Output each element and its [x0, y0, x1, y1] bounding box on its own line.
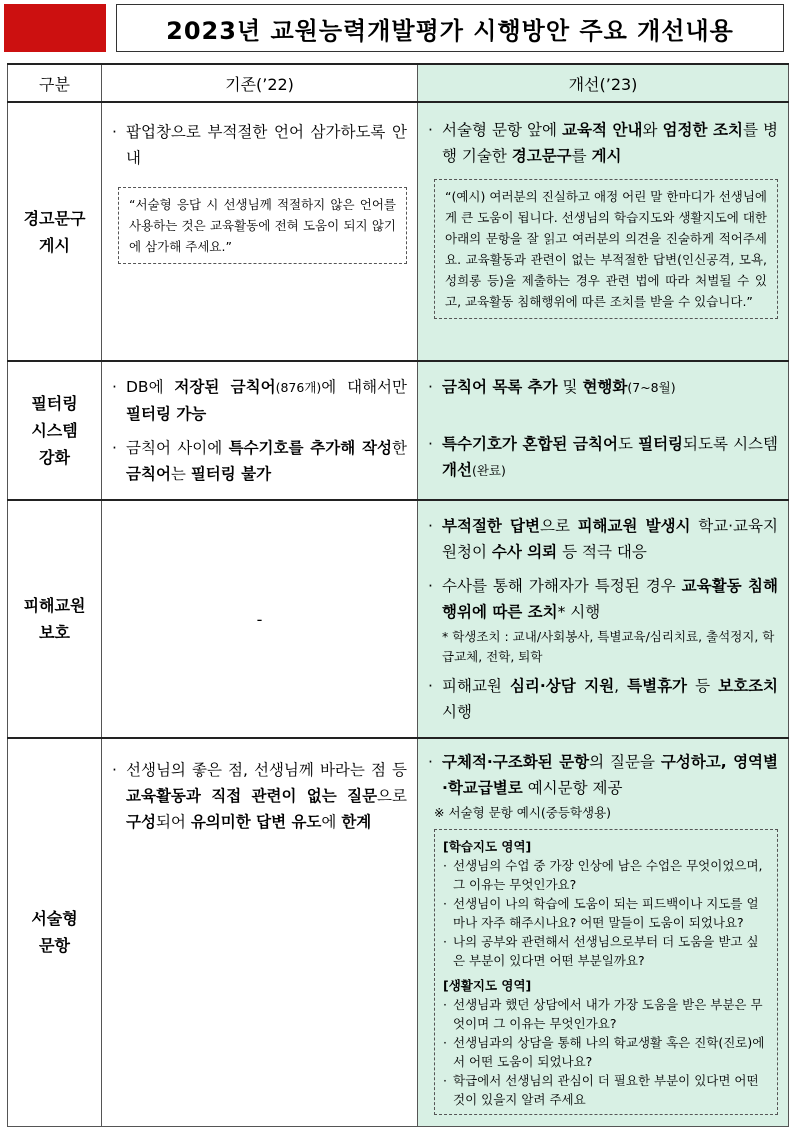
- new-quote-box: “(예시) 여러분의 진실하고 애정 어린 말 한마디가 선생님에게 큰 도움이 됩니다. 선생님의 학습지도와 생활지도에 대한 아래의 문항을 잘 읽고 여러분의 의견을 진술하게 적어주세요. 교육활동과 관련이 없는 부적절한 답변(인신공격, 모욕, 성희롱 등)을 제출하는 경우 관련 법에 따라 처벌될 수 있고, 교육활동 침해행위에 따른 조치를 받을 수 있습니다.”: [434, 179, 778, 319]
- table-row-essay: [8, 738, 789, 1126]
- title-bar: [4, 4, 784, 52]
- table-row-warning: [8, 102, 789, 361]
- text-run-bold: 특수기호를 추가해 작성: [228, 439, 393, 457]
- text-run-bold: 교육활동과 직접 관련이 없는 질문: [126, 787, 378, 805]
- text-run: 서술형 문항 앞에: [442, 121, 563, 139]
- table-header-row: [8, 64, 789, 102]
- category-line: 서술형: [31, 909, 78, 929]
- text-run-bold: 엄정한 조치: [662, 121, 743, 139]
- text-run: 등 적극 대응: [557, 543, 647, 561]
- old-cell-warning: [102, 102, 418, 361]
- text-run-bold: 교육활동 침해행위에 따른 조치: [442, 577, 778, 621]
- text-run-bold: 구성: [126, 813, 156, 831]
- text-run-bold: 개선: [442, 461, 472, 479]
- text-run-bold: 게시: [591, 147, 622, 165]
- text-run-small: (완료): [471, 463, 506, 478]
- list-item: · DB에 저장된 금칙어(876개)에 대해서만 필터링 가능: [112, 378, 407, 423]
- old-cell-essay: [102, 738, 418, 1126]
- text-run-bold: 경고문구: [511, 147, 572, 165]
- text-run-bold: 수사 의뢰: [491, 543, 558, 561]
- header-category: 구분: [8, 64, 102, 102]
- list-item: · 구체적·구조화된 문항의 질문을 구성하고, 영역별·학교급별로 예시문항 제공: [428, 753, 778, 797]
- footnote: * 학생조치 : 교내/사회봉사, 특별교육/심리치료, 출석정지, 학급교체, 전학, 퇴학: [442, 629, 775, 664]
- category-line: 문항: [39, 936, 70, 956]
- category-warning: [8, 102, 102, 361]
- list-item: · 금칙어 목록 추가 및 현행화(7~8월): [428, 378, 676, 396]
- category-essay: [8, 738, 102, 1126]
- text-run: DB에: [126, 378, 175, 396]
- old-cell-protect: -: [102, 500, 418, 738]
- text-run-bold: 한계: [341, 813, 372, 831]
- text-run: 와: [642, 121, 663, 139]
- text-run: 예시문항 제공: [522, 779, 623, 797]
- text-run: 에: [321, 813, 342, 831]
- text-run-bold: 저장된 금칙어: [174, 378, 276, 396]
- text-run-bold: 필터링 불가: [190, 465, 272, 483]
- text-run-bold: 특수기호가 혼합된 금칙어: [442, 435, 618, 453]
- list-item: · 피해교원 심리·상담 지원, 특별휴가 등 보호조치 시행: [428, 677, 778, 721]
- category-line: 피해교원: [23, 596, 86, 615]
- text-run: ,: [614, 677, 628, 695]
- example-box: [434, 829, 778, 1115]
- example-question: · 선생님이 나의 학습에 도움이 되는 피드백이나 지도를 얼마나 자주 해주시나요? 어떤 말들이 도움이 되었나요?: [443, 894, 769, 932]
- old-quote-box: “서술형 응답 시 선생님께 적절하지 않은 언어를 사용하는 것은 교육활동에 전혀 도움이 되지 않기에 삼가해 주세요.”: [118, 187, 407, 264]
- table-row-protect: [8, 500, 789, 738]
- example-question: · 선생님과의 상담을 통해 나의 학교생활 혹은 진학(진로)에서 어떤 도움이 되었나요?: [443, 1033, 769, 1071]
- text-run-bold: 금칙어: [126, 465, 171, 483]
- text-run: 학교·교육지원청이: [442, 517, 778, 561]
- new-cell-filter: [418, 361, 789, 500]
- example-question-text: 선생님과 했던 상담에서 내가 가장 도움을 받은 부분은 무엇이며 그 이유는 무엇인가요?: [453, 997, 763, 1031]
- header-new: 개선(’23): [418, 64, 789, 102]
- text-run: 및: [557, 378, 583, 396]
- table-row-filter: [8, 361, 789, 500]
- text-run: 금칙어 사이에: [126, 439, 229, 457]
- example-section-title: [생활지도 영역]: [443, 978, 532, 993]
- text-run: 피해교원: [442, 677, 510, 695]
- text-run: 되어: [155, 813, 191, 831]
- category-line: 게시: [39, 235, 70, 255]
- text-run-bold: 현행화: [582, 378, 628, 396]
- category-line: 보호: [39, 623, 70, 642]
- text-run: 를: [571, 147, 592, 165]
- example-section-title: [학습지도 영역]: [443, 839, 532, 854]
- text-run: 수사를 통해 가해자가 특정된 경우: [442, 577, 682, 595]
- text-run-bold: 보호조치: [718, 677, 778, 695]
- text-run: 으로: [377, 787, 407, 805]
- text-run-bold: 구체적·구조화된 문항: [442, 753, 590, 771]
- text-run: 를 병행 기술한: [442, 121, 778, 165]
- text-run: 등: [687, 677, 719, 695]
- example-question-text: 선생님과의 상담을 통해 나의 학교생활 혹은 진학(진로)에서 어떤 도움이 되었나요?: [453, 1035, 765, 1069]
- title-accent-block: [4, 4, 106, 52]
- example-note: ※ 서술형 문항 예시(중등학생용): [434, 805, 612, 820]
- category-line: 시스템: [31, 421, 78, 440]
- text-run-bold: 필터링: [638, 435, 684, 453]
- list-item: · 특수기호가 혼합된 금칙어도 필터링되도록 시스템 개선(완료): [428, 435, 779, 479]
- text-run-small: (7~8월): [627, 380, 676, 395]
- list-item: · 팝업창으로 부적절한 언어 삼가하도록 안내: [112, 119, 407, 171]
- example-question: · 선생님과 했던 상담에서 내가 가장 도움을 받은 부분은 무엇이며 그 이유는 무엇인가요?: [443, 995, 769, 1033]
- text-run-bold: 부적절한 답변: [442, 517, 540, 535]
- text-run: 선생님의 좋은 점, 선생님께 바라는 점 등: [126, 761, 407, 779]
- example-question: · 나의 공부와 관련해서 선생님으로부터 더 도움을 받고 싶은 부분이 있다면 어떤 부분일까요?: [443, 932, 769, 970]
- text-run: 에 대해서만: [321, 378, 407, 396]
- category-protect: [8, 500, 102, 738]
- list-item: · 서술형 문항 앞에 교육적 안내와 엄정한 조치를 병행 기술한 경고문구를 게시: [428, 121, 778, 165]
- example-question: · 학급에서 선생님의 관심이 더 필요한 부분이 있다면 어떤 것이 있을지 알려 주세요: [443, 1071, 769, 1109]
- list-item: · 금칙어 사이에 특수기호를 추가해 작성한 금칙어는 필터링 불가: [112, 439, 407, 483]
- example-question-text: 선생님의 수업 중 가장 인상에 남은 수업은 무엇이었으며, 그 이유는 무엇인가요?: [453, 858, 763, 892]
- text-run-bold: 구성하고, 영역별·학교급별로: [442, 753, 778, 797]
- text-run-bold: 유의미한 답변 유도: [190, 813, 322, 831]
- text-run: 되도록 시스템: [683, 435, 779, 453]
- header-old: 기존(’22): [102, 64, 418, 102]
- example-question: · 선생님의 수업 중 가장 인상에 남은 수업은 무엇이었으며, 그 이유는 무엇인가요?: [443, 856, 769, 894]
- example-question-text: 선생님이 나의 학습에 도움이 되는 피드백이나 지도를 얼마나 자주 해주시나요? 어떤 말들이 도움이 되었나요?: [453, 896, 759, 930]
- new-cell-essay: [418, 738, 789, 1126]
- text-run-small: (876개): [275, 380, 322, 395]
- new-cell-protect: [418, 500, 789, 738]
- text-run-bold: 금칙어 목록 추가: [442, 378, 558, 396]
- category-line: 경고문구: [23, 208, 86, 228]
- text-run: * 시행: [557, 603, 601, 621]
- list-item: · 선생님의 좋은 점, 선생님께 바라는 점 등 교육활동과 직접 관련이 없는 질문으로 구성되어 유의미한 답변 유도에 한계: [112, 761, 407, 831]
- list-item: · 수사를 통해 가해자가 특정된 경우 교육활동 침해행위에 따른 조치* 시행: [428, 577, 778, 621]
- text-run: 도: [617, 435, 639, 453]
- comparison-table: [7, 63, 789, 1127]
- category-line: 필터링: [31, 394, 78, 413]
- text-run-bold: 피해교원 발생시: [577, 517, 691, 535]
- old-cell-filter: [102, 361, 418, 500]
- example-question-text: 학급에서 선생님의 관심이 더 필요한 부분이 있다면 어떤 것이 있을지 알려 주세요: [453, 1073, 759, 1107]
- text-run-bold: 특별휴가: [627, 677, 688, 695]
- category-line: 강화: [39, 448, 70, 467]
- category-filter: [8, 361, 102, 500]
- text-run-bold: 필터링 가능: [126, 405, 207, 423]
- text-run: 는: [170, 465, 191, 483]
- list-item: · 부적절한 답변으로 피해교원 발생시 학교·교육지원청이 수사 의뢰 등 적극 대응: [428, 517, 778, 561]
- page-title: 2023년 교원능력개발평가 시행방안 주요 개선내용: [116, 4, 784, 52]
- text-run: 의 질문을: [589, 753, 661, 771]
- text-run-bold: 교육적 안내: [562, 121, 643, 139]
- new-cell-warning: [418, 102, 789, 361]
- text-run-bold: 심리·상담 지원: [509, 677, 615, 695]
- text-run: 한: [392, 439, 407, 457]
- example-question-text: 나의 공부와 관련해서 선생님으로부터 더 도움을 받고 싶은 부분이 있다면 어떤 부분일까요?: [453, 934, 759, 968]
- old-item-text: 팝업창으로 부적절한 언어 삼가하도록 안내: [126, 123, 407, 167]
- text-run: 시행: [442, 703, 472, 721]
- text-run: 으로: [539, 517, 578, 535]
